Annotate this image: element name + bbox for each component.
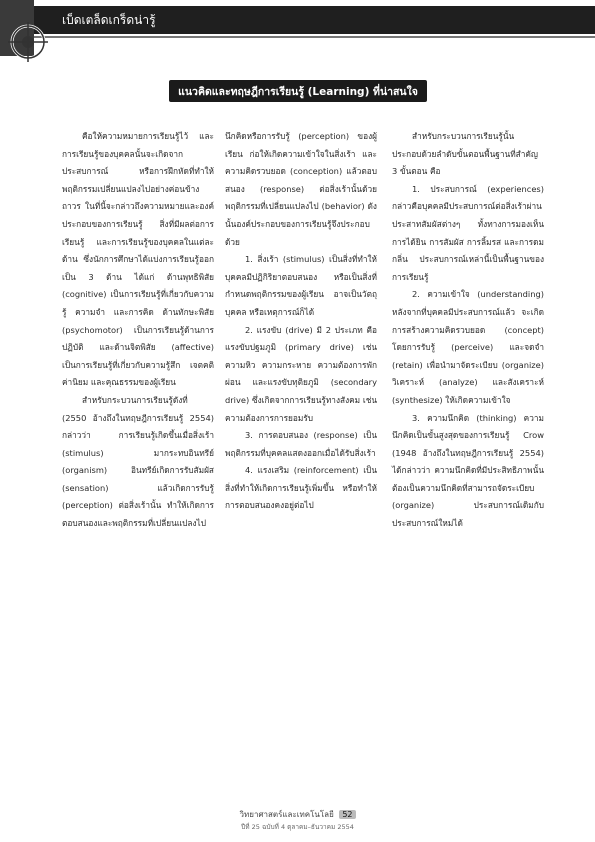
paragraph: 3. ความนึกคิด (thinking) ความนึกคิดเป็นขั้นสูงสุดของการเรียนรู้ Crow (1948 อ้างถึงในทฤษฎีการเรียนรู้ 2554) ได้กล่าวว่า ความนึกคิดที่มีประสิทธิภาพนั้นต้องเป็นความนึกคิดที่สามารถจัดระเบียบ (organize) ประสบการณ์เดิมกับประสบการณ์ใหม่ได้	[392, 412, 544, 529]
journal-name: วิทยาศาสตร์และเทคโนโลยี	[239, 810, 334, 819]
page-number: 52	[339, 810, 355, 819]
paragraph: คือให้ความหมายการเรียนรู้ไว้ และการเรียนรู้ของบุคคลนั้นจะเกิดจากประสบการณ์ หรือการฝึกหัดที่ทำให้พฤติกรรมเปลี่ยนแปลงไปอย่างค่อนข้างถาวร ในที่นี้จะกล่าวถึงความหมายและองค์ประกอบของการเรียนรู้ สิ่งที่มีผลต่อการเรียนรู้ และการเรียนรู้ของบุคคลในแต่ละด้าน ซึ่งนักการศึกษาได้แบ่งการเรียนรู้ออกเป็น 3 ด้าน ได้แก่ ด้านพุทธิพิสัย (cognitive) เป็นการเรียนรู้ที่เกี่ยวกับความรู้ ความจำ และการคิด ด้านทักษะพิสัย (psychomotor) เป็นการเรียนรู้ด้านการปฏิบัติ และด้านจิตพิสัย (affective) เป็นการเรียนรู้ที่เกี่ยวกับความรู้สึก เจตคติ ค่านิยม และคุณธรรมของผู้เรียน	[62, 131, 214, 388]
paragraph: 2. แรงขับ (drive) มี 2 ประเภท คือ แรงขับปฐมภูมิ (primary drive) เช่น ความหิว ความกระหาย ความต้องการพักผ่อน และแรงขับทุติยภูมิ (secondary drive) ซึ่งเกิดจากการเรียนรู้ทางสังคม เช่น ความต้องการการยอมรับ	[225, 324, 377, 423]
article-title: แนวคิดและทฤษฎีการเรียนรู้ (Learning) ที่น่าสนใจ	[178, 85, 418, 98]
header-divider	[34, 36, 595, 38]
paragraph: 3. การตอบสนอง (response) เป็นพฤติกรรมที่บุคคลแสดงออกเมื่อได้รับสิ่งเร้า	[225, 430, 377, 458]
paragraph: 1. สิ่งเร้า (stimulus) เป็นสิ่งที่ทำให้บุคคลมีปฏิกิริยาตอบสนอง หรือเป็นสิ่งที่กำหนดพฤติกรรมของผู้เรียน อาจเป็นวัตถุ บุคคล หรือเหตุการณ์ก็ได้	[225, 254, 377, 317]
paragraph: 2. ความเข้าใจ (understanding) หลังจากที่บุคคลมีประสบการณ์แล้ว จะเกิดการสร้างความคิดรวบยอด (concept) โดยการรับรู้ (perceive) และจดจำ (retain) เพื่อนำมาจัดระเบียบ (organize) วิเคราะห์ (analyze) และสังเคราะห์ (synthesize) ให้เกิดความเข้าใจ	[392, 289, 544, 405]
issue-info: ปีที่ 25 ฉบับที่ 4 ตุลาคม–ธันวาคม 2554	[241, 823, 354, 831]
paragraph: 1. ประสบการณ์ (experiences) กล่าวคือบุคคลมีประสบการณ์ต่อสิ่งเร้าผ่านประสาทสัมผัสต่างๆ ทั้งทางการมองเห็น การได้ยิน การสัมผัส การลิ้มรส และการดมกลิ่น ประสบการณ์เหล่านี้เป็นพื้นฐานของการเรียนรู้	[392, 183, 544, 282]
left-margin	[0, 0, 16, 842]
section-label: เบ็ดเตล็ดเกร็ดน่ารู้	[62, 13, 156, 27]
text-column-1	[62, 128, 214, 533]
text-column-2	[225, 128, 377, 515]
text-column-3	[392, 128, 544, 533]
crosshair-logo-icon	[8, 22, 48, 62]
paragraph: 4. แรงเสริม (reinforcement) เป็นสิ่งที่ทำให้เกิดการเรียนรู้เพิ่มขึ้น หรือทำให้การตอบสนองคงอยู่ต่อไป	[225, 465, 377, 511]
paragraph: สำหรับกระบวนการเรียนรู้ดังที่ (2550 อ้างถึงในทฤษฎีการเรียนรู้ 2554) กล่าวว่า การเรียนรู้เกิดขึ้นเมื่อสิ่งเร้า (stimulus) มากระทบอินทรีย์ (organism) อินทรีย์เกิดการรับสัมผัส (sensation) แล้วเกิดการรับรู้ (perception) ต่อสิ่งเร้านั้น ทำให้เกิดการตอบสนองและพฤติกรรมที่เปลี่ยนแปลงไป	[62, 394, 214, 529]
paragraph: สำหรับกระบวนการเรียนรู้นั้น ประกอบด้วยลำดับขั้นตอนพื้นฐานที่สำคัญ 3 ขั้นตอน คือ	[392, 131, 539, 177]
paragraph: นึกคิดหรือการรับรู้ (perception) ของผู้เรียน ก่อให้เกิดความเข้าใจในสิ่งเร้า และความคิดรวบยอด (conception) แล้วตอบสนอง (response) ต่อสิ่งเร้านั้นด้วยพฤติกรรมที่เปลี่ยนแปลงไป (behavior) ดังนั้นองค์ประกอบของการเรียนรู้จึงประกอบด้วย	[225, 131, 377, 247]
article-title-box	[169, 80, 427, 102]
footer-journal-line	[0, 808, 595, 821]
page-footer	[0, 808, 595, 832]
